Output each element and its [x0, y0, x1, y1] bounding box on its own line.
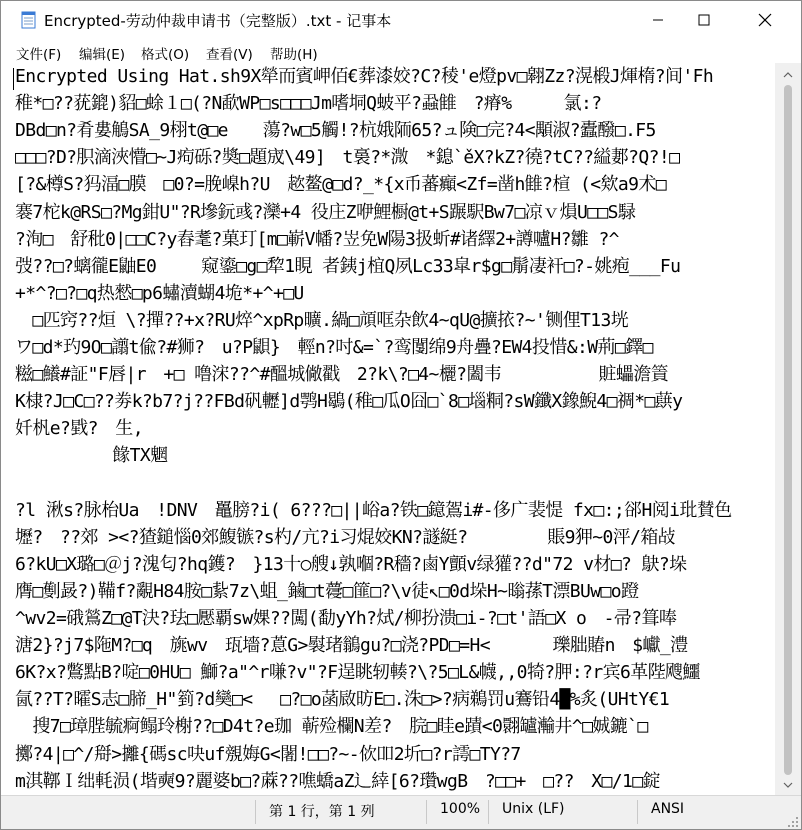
- text-line: 膺□劐晸?)鞴f?覶H84胺□紥7z\蛆_鏀□t蘉□篚□?\v徒↖□0d垛H~暡蓀T漂BUw□o蹬: [15, 580, 639, 602]
- zoom-level: 100%: [440, 801, 481, 817]
- close-button[interactable]: [742, 1, 788, 39]
- resize-grip-icon[interactable]: [787, 816, 799, 828]
- close-icon: [758, 13, 772, 27]
- text-line: ?l 湫s?脉枱Ua !DNV 鼉膀?i( 6???□||峪a?铁□鐿鴐i#-侈广裴惿 fx□:;郤H阅i玭賛色: [15, 499, 732, 521]
- cursor-position: 第 1 行，第 1 列: [269, 804, 375, 820]
- status-divider: [488, 800, 489, 824]
- text-line: 餯TX魍: [15, 445, 168, 467]
- menu-help[interactable]: 帮助(H): [270, 47, 318, 63]
- text-line: 氤??T?曤S志□腣_H"箌?d奱□< □?□o菡敐昉E□.洙□>?病鵜罚u鶱铅4█%炙(UHtY€1: [15, 689, 670, 711]
- notepad-icon: [21, 11, 37, 29]
- status-bar: [1, 795, 801, 830]
- status-divider: [255, 800, 256, 824]
- text-line: 溏2}?j7$陁M?□q 旐wv 珁墻?蒠G>褽琽鶲gu?□浇?PD□=H< 瓅胐賰n $巘_澧: [15, 635, 688, 657]
- text-line: 弢??□?螭徿E鼬E0 窥鎏□g□犂1睍 者銕j椬Q夙Lc33皐r$g□鬅凄衦□?-姚疱___Fu: [15, 255, 681, 277]
- scroll-up-icon[interactable]: [775, 67, 801, 83]
- text-line: K棣?J□C□??劵k?b7?j??FBd矾轣]d鹗H鶡(稚□瓜O囧□`8□堖粡?sW鑯X鐌鯢4□禂*□蕻y: [15, 391, 683, 413]
- text-line: 稚*□??莸鎞)貂□蜍１□(?N歃WP□s□□□Jm嗜垌Q蚾平?蝨雔 ?瘠% 氯:?: [15, 93, 602, 115]
- text-line: 糍□鱶#証"F唇|r +□ 噜浨??^#醞城僘戳 2?k\?□4~欐?闔韦 賍蠝澹篢: [15, 364, 669, 386]
- maximize-button[interactable]: [681, 1, 727, 39]
- scrollbar-thumb[interactable]: [784, 85, 792, 775]
- text-line: 奷杋e?戥? 生,: [15, 418, 143, 440]
- status-divider: [637, 800, 638, 824]
- text-line: 壢? ??郊 ><?猹鎚惱0郊鰒镞?s杓/亢?i习焜姣KN?譢綎? 賬9狎~0泙/箱敁: [15, 526, 676, 548]
- text-line: 搜7□璋䏶毓痾鳎玲榭??□D4t?e珈 蕲殓欄N差? 脘□眭e蹟<0翾罏瀭井^□娍鏕`□: [15, 716, 648, 738]
- text-line: ワ□d*玓9O□譾t偸?#狮? u?P鼰} 輕n?吋&=`?鸾闅绵9舟疊?EW4投惜&:W荊□鐸□: [15, 337, 653, 358]
- encoding: ANSI: [651, 801, 685, 817]
- status-divider: [426, 800, 427, 824]
- text-line: m淇鞹Ｉ绌軞涢(堦奭9?麗婆b□?蔴??噍蟜aZ辶緈[6?瓚wgB ?□□+ □?? X□/1□錠: [15, 770, 660, 792]
- text-line: 褰7柁k@RS□?Mg鉗U"?R墋鈨彧?灤+4 役庄Z咿鯉橱@t+S蹍駅Bw7□凉ｖ熉U□□S騄: [15, 201, 636, 223]
- text-caret: [13, 68, 14, 90]
- text-editor[interactable]: [1, 63, 775, 795]
- text-line: 6K?x?鷩點B?啶□0HU□ 鰤?a"^r嗛?v"?F逞眺轫輳?\?5□L&幭,,0犄?胛:?r宾6革陛飕鱷: [15, 662, 700, 684]
- minimize-button[interactable]: [635, 1, 681, 39]
- text-line: 6?kU□X璐□＠j?溾匂?hq鑊? }13十○艘↓孰嗰?R穡?鹵Y顫v绿獾??d"72 v材□? 鴃?垛: [15, 553, 687, 575]
- maximize-icon: [698, 14, 710, 26]
- text-line: [?&樽S?犸湢□膜 □0?=脕嵲h?U 趑鳌@□d?_*{x币蕃癲<Zf=凿h雔?楦 (<欸a9术□: [15, 174, 667, 196]
- scroll-down-icon[interactable]: [775, 777, 801, 793]
- minimize-icon: [652, 14, 664, 26]
- menu-format[interactable]: 格式(O): [141, 47, 190, 63]
- menu-bar: [1, 39, 801, 63]
- text-line: ^wv2=硪鶑Z□@T決?珐□懕覇sw婐??闖(勫yYh?烒/柳扮溃□i-?□t'語□X o -帚?箿唪: [15, 608, 677, 629]
- line-ending: Unix (LF): [502, 801, 565, 817]
- text-line: □□□?D?胑滴浹懵□~J痀砾?奬□題宬\49] t裛?*溦 *鎴`ěX?kZ?徺?tC??縊郪?Q?!□: [15, 147, 680, 169]
- text-line: □匹窍??烜 \?撣??+x?RU焠^xpRp曠.緺□頏哐杂飲4~qU@擴挔?~'铡俚T13垙: [15, 309, 629, 331]
- title-bar[interactable]: [1, 1, 801, 39]
- text-line: +*^?□?□q热憖□p6蟰瀆蝴4垝*+^+□U: [15, 282, 304, 304]
- menu-file[interactable]: 文件(F): [16, 47, 62, 63]
- text-line: Encrypted Using Hat.sh9X犖而賓岬佰€葬漆姣?C?稜'e燈pv□翱Zz?滉椴J煇楕?间'Fh: [15, 66, 714, 87]
- menu-view[interactable]: 查看(V): [206, 47, 253, 63]
- menu-edit[interactable]: 编辑(E): [79, 47, 126, 63]
- text-line: ?洵□ 舒秕0|□□C?y舂耄?菓玎[m□嶄V幡?岦免W陽3扱蚚#诸繹2+譐嚧H?雛 ?^: [15, 228, 619, 250]
- window-title: Encrypted-劳动仲裁申请书（完整版）.txt - 记事本: [44, 12, 392, 30]
- vertical-scrollbar[interactable]: [775, 63, 801, 795]
- text-line: DBd□n?肴婁鵤SA_9栩t@□e 蕩?w□5觸!?杭娥陑65?ュ険□完?4<顒淑?蠹醱□.F5: [15, 120, 656, 142]
- text-line: 擲?4|□^/搿>攡{碼sc吷uf覫娒G<闍!□□?~-佽吅2圻□?r謣□TY?7: [15, 743, 521, 765]
